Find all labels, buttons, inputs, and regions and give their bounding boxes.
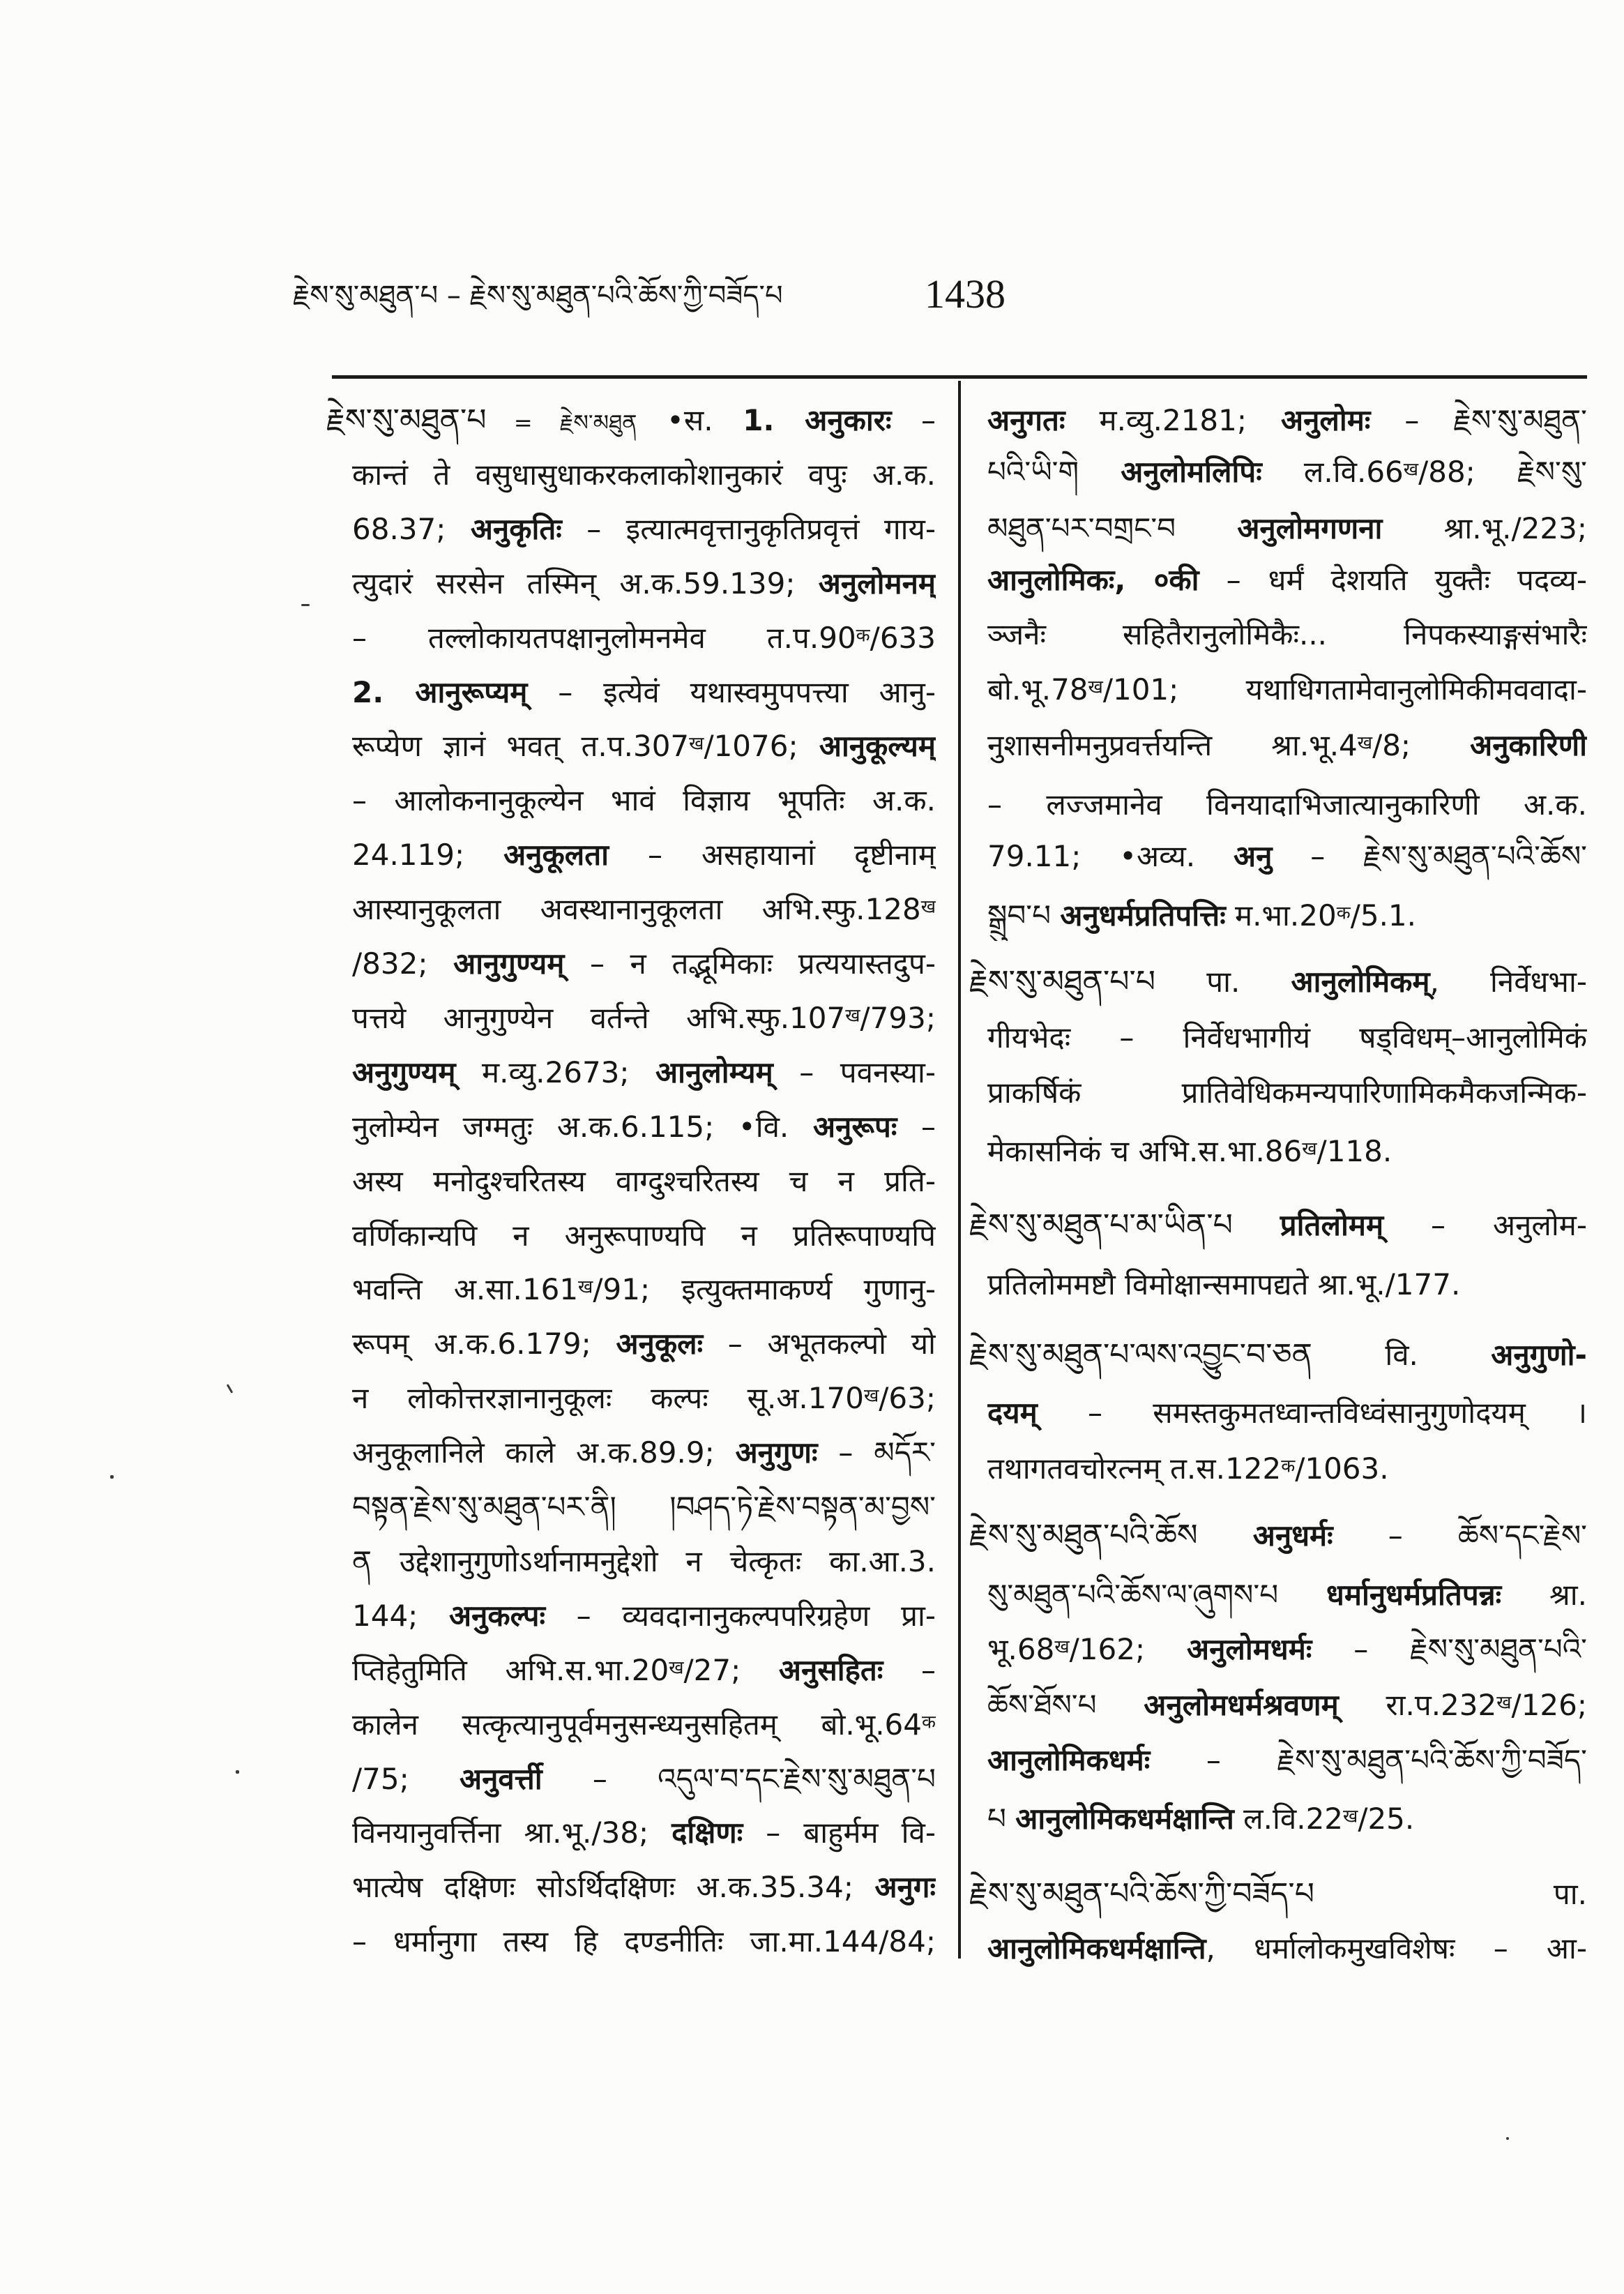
sanskrit-equivalent: 1. अनुकारः (743, 403, 892, 437)
right-column-line (987, 1794, 1587, 1844)
right-column-line (987, 555, 1587, 605)
text-run: बो.भू.78 (987, 672, 1088, 707)
text-run: त्युदारं सरसेन तस्मिन् अ.क.59.139; (352, 566, 819, 601)
text-run: – ཆོས་དང་རྗེས་ (1333, 1518, 1587, 1553)
text-run: भू.68 (987, 1632, 1055, 1666)
folio-side-superscript: ख (1357, 732, 1373, 754)
text-run: བསྟན་རྗེས་སུ་མཐུན་པར་ནི། །བཤད་ཏེ་རྗེས་བསྟན་མ་བྱས་ (352, 1490, 936, 1524)
folio-side-superscript: ख (1302, 1138, 1317, 1160)
text-run: नुशासनीमनुप्रवर्त्तयन्ति श्रा.भू.4 (987, 728, 1358, 762)
sanskrit-equivalent: दक्षिणः (671, 1816, 743, 1850)
text-run: अनुकूलानिले काले अ.क.89.9; (352, 1435, 736, 1470)
sanskrit-equivalent: अनुवर्त्ती (460, 1762, 542, 1796)
text-run: – རྗེས་སུ་མཐུན་པའི་ཆོས་ (1272, 839, 1587, 873)
text-run: ཆོས་ཐོས་པ (987, 1688, 1144, 1722)
scan-speck (301, 604, 310, 606)
text-run: – (891, 403, 936, 437)
tibetan-headword: རྗེས་སུ་མཐུན་པ་པ (969, 964, 1155, 999)
text-run: སུ་མཐུན་པའི་ཆོས་ལ་ཞུགས་པ (987, 1578, 1327, 1612)
sanskrit-equivalent: अनुकूलः (616, 1327, 704, 1361)
right-column-line (987, 1624, 1587, 1675)
sanskrit-equivalent: अनुधर्मः (1252, 1518, 1333, 1553)
text-run: /633 (870, 621, 936, 655)
folio-side-superscript: ख (1496, 1692, 1512, 1714)
sanskrit-equivalent: अनुगुण्यम् (352, 1055, 456, 1089)
text-run: /118. (1316, 1134, 1392, 1168)
folio-side-superscript: ख (863, 1385, 879, 1407)
text-run: – पवनस्या- (773, 1055, 936, 1089)
text-run: /88; རྗེས་སུ་ (1418, 455, 1587, 489)
text-run: /63; (879, 1381, 936, 1415)
right-column-line (969, 1511, 1587, 1561)
sanskrit-equivalent: धर्मानुधर्मप्रतिपन्नः (1326, 1578, 1502, 1612)
text-run: वर्णिकान्यपि न अनुरूपाण्यपि न प्रतिरूपाण्यपि (352, 1218, 936, 1253)
text-run: गीयभेदः – निर्वेधभागीयं षड्विधम्–आनुलोमिकं (987, 1020, 1587, 1055)
sanskrit-equivalent: अनुलोमनम् (818, 566, 936, 601)
text-run: མཐུན་པར་བགྲང་བ (987, 511, 1238, 545)
scan-speck (110, 1475, 114, 1479)
right-column-line (987, 1680, 1587, 1730)
right-column-line (969, 1869, 1587, 1919)
text-run: པའི་ཡི་གེ (987, 455, 1121, 489)
sanskrit-equivalent: अनुलोमः (1281, 403, 1371, 437)
folio-side-superscript: क (1281, 1456, 1296, 1477)
right-column-line (987, 720, 1587, 771)
right-column-line (987, 1388, 1587, 1438)
right-column-line (987, 891, 1587, 941)
right-column-line (969, 1200, 1587, 1251)
text-run: ल.वि.66 (1261, 455, 1404, 489)
text-run: /101; यथाधिगतामेवानुलोमिकीमववादा- (1102, 672, 1587, 707)
text-run: སྒྲུབ་པ (987, 898, 1061, 933)
text-run: – न तद्भूमिकाः प्रत्ययास्तदुप- (564, 946, 936, 981)
text-run: – लज्जमानेव विनयादाभिजात्यानुकारिणी अ.क. (987, 787, 1587, 822)
text-run: न लोकोत्तरज्ञानानुकूलः कल्पः सू.अ.170 (352, 1381, 864, 1415)
text-run: पा. (1155, 965, 1291, 999)
text-run: अस्य मनोदुश्चरितस्य वाग्दुश्चरितस्य च न प्रति- (352, 1164, 936, 1198)
text-run: – མདོར་ (817, 1435, 936, 1470)
sanskrit-equivalent: अनुकल्पः (448, 1599, 545, 1633)
sanskrit-equivalent: आनुकूल्यम् (819, 729, 936, 763)
text-run: – རྗེས་སུ་མཐུན་ (1370, 403, 1587, 437)
text-run: म.व्यु.2181; (1065, 403, 1282, 437)
text-run: – असहायानां दृष्टीनाम् (609, 838, 936, 872)
text-run: , निर्वेधभा- (1429, 965, 1587, 999)
right-column-line (987, 395, 1587, 446)
folio-side-superscript: ख (1054, 1636, 1070, 1658)
right-column-line (987, 1068, 1587, 1118)
sanskrit-equivalent: आनुलोमिकः, ०की (987, 563, 1199, 597)
right-column-line (987, 665, 1587, 715)
sanskrit-equivalent: दयम् (987, 1396, 1038, 1430)
text-run: पा. (1314, 1877, 1587, 1911)
sanskrit-equivalent: अनुसहितः (778, 1653, 883, 1687)
text-run: रूप्येण ज्ञानं भवत् त.प.307 (352, 729, 690, 763)
text-run: – समस्तकुमतध्वान्तविध्वंसानुगुणोदयम् । (1037, 1396, 1587, 1430)
sanskrit-equivalent: अनुकारिणी (1470, 728, 1587, 762)
sanskrit-equivalent: अनुधर्मप्रतिपत्तिः (1060, 898, 1226, 933)
folio-side-superscript: क (1336, 903, 1351, 924)
tibetan-headword: རྗེས་སུ་མཐུན་པའི་ཆོས་ཀྱི་བཟོད་པ (969, 1876, 1314, 1912)
text-run: – (883, 1653, 936, 1687)
sanskrit-equivalent: अनुगुणः (735, 1435, 818, 1470)
text-run: /793; (860, 1001, 936, 1035)
text-run: कालेन सत्कृत्यानुपूर्वमनुसन्ध्यनुसहितम् बो.भू.64 (352, 1707, 922, 1742)
text-run: /832; (352, 946, 454, 981)
text-run: /25. (1358, 1802, 1415, 1836)
text-run: भवन्ति अ.सा.161 (352, 1272, 579, 1306)
text-run: 24.119; (352, 838, 504, 872)
text-run: /126; (1511, 1688, 1587, 1722)
sanskrit-equivalent: अनुलोमधर्मः (1187, 1632, 1312, 1666)
text-run: /1063. (1295, 1451, 1389, 1486)
text-run: – तल्लोकायतपक्षानुलोमनमेव त.प.90 (352, 621, 856, 655)
sanskrit-equivalent: अनुगतः (987, 403, 1065, 437)
text-run: म.व्यु.2673; (455, 1055, 656, 1089)
sanskrit-equivalent: अनुगुणो- (1491, 1338, 1587, 1372)
folio-side-superscript: ख (578, 1276, 593, 1298)
right-column-line (987, 1924, 1587, 1974)
text-run: रा.प.232 (1338, 1688, 1497, 1722)
text-run: , धर्मालोकमुखविशेषः – आ- (1206, 1931, 1587, 1965)
text-run: रूपम् अ.क.6.179; (352, 1327, 616, 1361)
folio-side-superscript: क (922, 1712, 936, 1733)
folio-side-superscript: ख (1088, 677, 1103, 698)
right-column-line (987, 780, 1587, 830)
folio-side-superscript: ख (845, 1005, 860, 1027)
text-run: – धर्मं देशयति युक्तैः पदव्य- (1199, 563, 1587, 597)
tibetan-headword: རྗེས་སུ་མཐུན་པ་མ་ཡིན་པ (969, 1207, 1233, 1243)
text-run: विनयानुवर्त्तिना श्रा.भू./38; (352, 1816, 672, 1850)
folio-side-superscript: ख (1343, 1806, 1358, 1827)
sanskrit-equivalent: आनुलोमिकधर्मक्षान्ति (1015, 1802, 1234, 1836)
sanskrit-equivalent: प्रतिलोमम् (1280, 1208, 1384, 1242)
text-run: /27; (683, 1653, 779, 1687)
text-run: प्रतिलोममष्टौ विमोक्षान्समापद्यते श्रा.भू./177. (987, 1267, 1461, 1301)
text-run: •स. (637, 403, 743, 437)
sanskrit-equivalent: अनुलोमलिपिः (1121, 455, 1262, 489)
right-column-line (987, 1444, 1587, 1494)
text-run: श्रा. (1501, 1578, 1587, 1612)
sanskrit-equivalent: 2. आनुरूप्यम् (352, 675, 528, 709)
text-run: नुलोम्येन जग्मतुः अ.क.6.115; •वि. (352, 1110, 813, 1144)
text-run: प्राकर्षिकं प्रातिवेधिकमन्यपारिणामिकमैकजन्मिक- (987, 1076, 1587, 1110)
sanskrit-equivalent: आनुलोमिकम् (1291, 965, 1430, 999)
right-column-line (987, 831, 1587, 882)
sanskrit-equivalent: आनुलोमिकधर्मक्षान्ति (987, 1931, 1206, 1965)
tibetan-headword: རྗེས་སུ་མཐུན་པ་ལས་འབྱུང་བ་ཅན (969, 1337, 1312, 1373)
scan-speck (1506, 2137, 1509, 2140)
text-run: ན उद्देशानुगुणोऽर्थानामनुद्देशो न चेत्कृतः का.आ.3. (352, 1544, 936, 1578)
text-run: – འདུལ་བ་དང་རྗེས་སུ་མཐུན་པ (542, 1762, 936, 1796)
cross-reference: = རྗེས་མཐུན (486, 409, 637, 436)
text-run: मेकासनिकं च अभि.स.भा.86 (987, 1134, 1303, 1168)
text-run: /1076; (704, 729, 819, 763)
text-run: 68.37; (352, 512, 471, 546)
sanskrit-equivalent: अनुगः (874, 1870, 936, 1904)
text-run: – རྗེས་སུ་མཐུན་པའི་ (1312, 1632, 1587, 1666)
text-run: पत्तये आनुगुण्येन वर्तन्ते अभि.स्फु.107 (352, 1001, 846, 1035)
text-run: /75; (352, 1762, 460, 1796)
folio-side-superscript: ख (1403, 459, 1419, 481)
right-column-line (969, 957, 1587, 1007)
tibetan-headword: རྗེས་སུ་མཐུན་པའི་ཆོས (969, 1518, 1198, 1553)
sanskrit-equivalent: आनुलोम्यम् (655, 1055, 773, 1089)
folio-side-superscript: ख (689, 733, 704, 755)
folio-side-superscript: ख (669, 1657, 684, 1679)
text-run: तथागतवचोरत्नम् त.स.122 (987, 1451, 1282, 1486)
text-run: – बाहुर्मम वि- (743, 1816, 936, 1850)
text-run: /5.1. (1350, 898, 1416, 933)
sanskrit-equivalent: अनुकूलता (503, 838, 609, 872)
text-run: भात्येष दक्षिणः सोऽर्थिदक्षिणः अ.क.35.34; (352, 1870, 875, 1904)
text-run: ञ्जनैः सहितैरानुलोमिकैः... निपकस्याङ्गसंभारैः (987, 617, 1587, 651)
right-column-line (987, 610, 1587, 660)
text-run: 79.11; •अव्य. (987, 839, 1234, 873)
sanskrit-equivalent: आनुगुण्यम् (453, 946, 565, 981)
text-run: – आलोकनानुकूल्येन भावं विज्ञाय भूपतिः अ.क. (352, 783, 936, 817)
right-column-line (987, 1260, 1587, 1310)
folio-side-superscript: ख (920, 896, 936, 918)
sanskrit-equivalent: अनुलोमधर्मश्रवणम् (1144, 1688, 1339, 1722)
text-run: कान्तं ते वसुधासुधाकरकलाकोशानुकारं वपुः अ.क. (352, 458, 936, 492)
text-run: /8; (1372, 728, 1471, 762)
text-run: श्रा.भू./223; (1382, 511, 1587, 545)
sanskrit-equivalent: अनु (1234, 839, 1273, 873)
running-head: རྗེས་སུ་མཐུན་པ – རྗེས་སུ་མཐུན་པའི་ཆོས་ཀྱི་བཟོད་པ (293, 280, 783, 312)
page-number: 1438 (925, 271, 1005, 317)
text-run: – व्यवदानानुकल्पपरिग्रहेण प्रा- (545, 1599, 936, 1633)
right-column-line (987, 1013, 1587, 1063)
sanskrit-equivalent: अनुरूपः (812, 1110, 897, 1144)
text-run: /91; इत्युक्तमाकर्ण्य गुणानु- (593, 1272, 936, 1306)
text-run: प्तिहेतुमिति अभि.स.भा.20 (352, 1653, 669, 1687)
sanskrit-equivalent: अनुकृतिः (470, 512, 562, 546)
text-run: वि. (1312, 1338, 1492, 1372)
text-run: आस्यानुकूलता अवस्थानानुकूलता अभि.स्फु.128 (352, 892, 921, 926)
text-run: – इत्यात्मवृत्तानुकृतिप्रवृत्तं गाय- (561, 512, 936, 546)
text-run: ल.वि.22 (1234, 1802, 1344, 1836)
text-run: – अभूतकल्पो यो (703, 1327, 936, 1361)
tibetan-headword: རྗེས་སུ་མཐུན་པ (326, 402, 487, 438)
text-run (1198, 1518, 1253, 1553)
text-run: – धर्मानुगा तस्य हि दण्डनीतिः जा.मा.144/84; (352, 1924, 936, 1959)
right-column-line (987, 1735, 1587, 1786)
sanskrit-equivalent: आनुलोमिकधर्मः (987, 1743, 1151, 1777)
right-column-line (987, 447, 1587, 497)
right-column-line (987, 1570, 1587, 1620)
right-column-line (987, 504, 1587, 554)
right-column-line (987, 1126, 1587, 1177)
text-run: – इत्येवं यथास्वमुपपत्त्या आनु- (527, 675, 936, 709)
text-run: – अनुलोम- (1383, 1208, 1587, 1242)
sanskrit-equivalent: अनुलोमगणना (1237, 511, 1383, 545)
right-column-line (969, 1330, 1587, 1380)
text-run: 144; (352, 1599, 449, 1633)
folio-side-superscript: क (856, 625, 870, 647)
text-run (1233, 1208, 1280, 1242)
text-run: /162; (1069, 1632, 1187, 1666)
text-run: म.भा.20 (1225, 898, 1337, 933)
text-run: – (897, 1110, 936, 1144)
scan-speck (236, 1770, 239, 1774)
text-run: པ (987, 1802, 1016, 1836)
text-run: – རྗེས་སུ་མཐུན་པའི་ཆོས་ཀྱི་བཟོད་ (1150, 1743, 1587, 1777)
